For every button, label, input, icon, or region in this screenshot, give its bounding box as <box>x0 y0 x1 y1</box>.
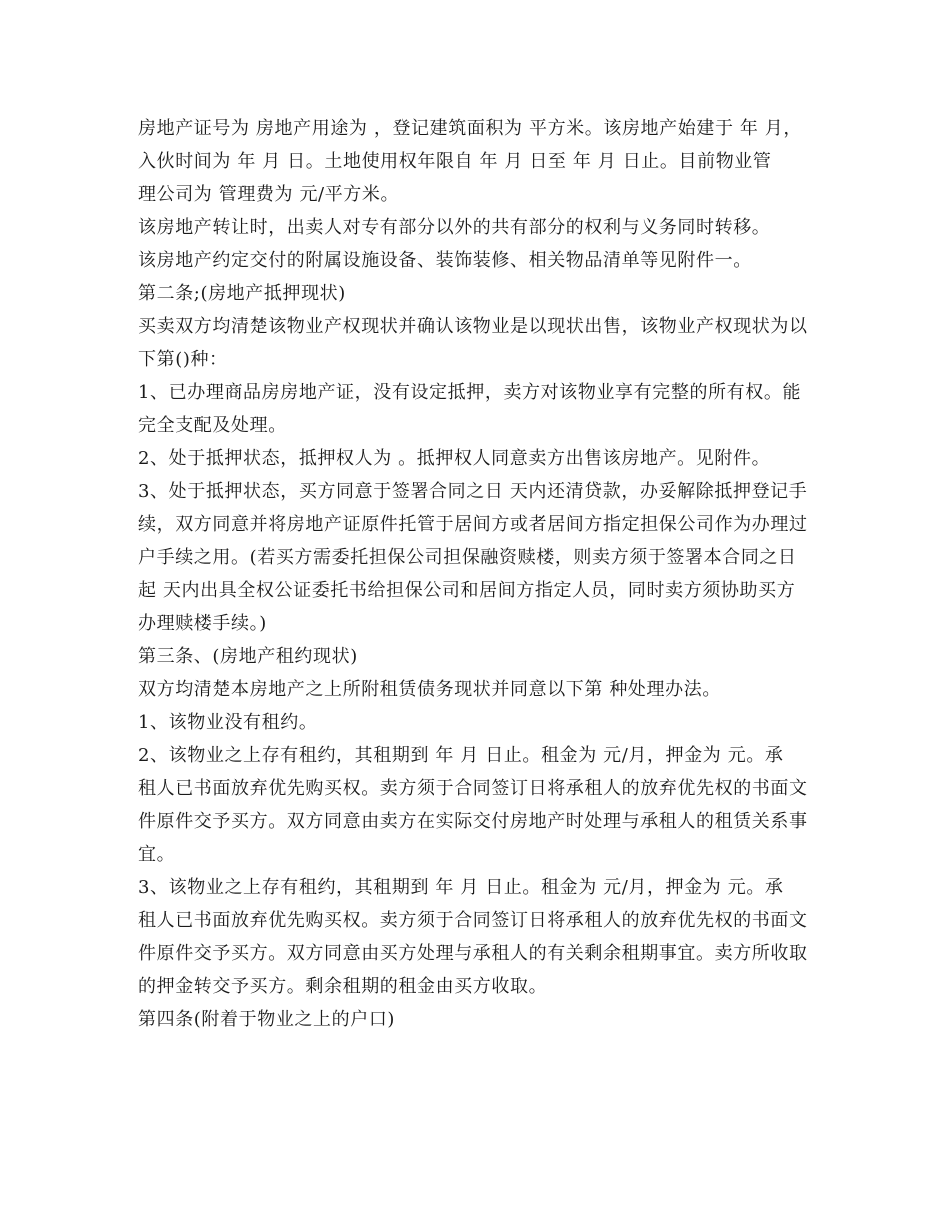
text-line: 办理赎楼手续。) <box>138 613 267 634</box>
text-line: 的押金转交予买方。剩余租期的租金由买方收取。 <box>138 976 548 997</box>
text-line: 2、该物业之上存有租约，其租期到 年 月 日止。租金为 元/月，押金为 元。承 <box>138 745 784 766</box>
text-line: 房地产证号为 房地产用途为 ，登记建筑面积为 平方米。该房地产始建于 年 月， <box>138 118 803 139</box>
text-line: 起 天内出具全权公证委托书给担保公司和居间方指定人员，同时卖方须协助买方 <box>138 580 796 601</box>
text-line: 理公司为 管理费为 元/平方米。 <box>138 184 400 205</box>
text-line: 双方均清楚本房地产之上所附租赁债务现状并同意以下第 种处理办法。 <box>138 679 721 700</box>
text-line: 件原件交予买方。双方同意由卖方在实际交付房地产时处理与承租人的租赁关系事 <box>138 811 808 832</box>
text-line: 租人已书面放弃优先购买权。卖方须于合同签订日将承租人的放弃优先权的书面文 <box>138 778 808 799</box>
text-line: 该房地产转让时，出卖人对专有部分以外的共有部分的权利与义务同时转移。 <box>138 217 771 238</box>
text-line: 1、已办理商品房房地产证，没有设定抵押，卖方对该物业享有完整的所有权。能 <box>138 382 802 403</box>
section-heading: 第四条(附着于物业之上的户口) <box>138 1009 396 1030</box>
text-line: 户手续之用。(若买方需委托担保公司担保融资赎楼，则卖方须于签署本合同之日 <box>138 547 797 568</box>
text-line: 3、处于抵押状态，买方同意于签署合同之日 天内还清贷款，办妥解除抵押登记手 <box>138 481 808 502</box>
text-line: 租人已书面放弃优先购买权。卖方须于合同签订日将承租人的放弃优先权的书面文 <box>138 910 808 931</box>
text-line: 该房地产约定交付的附属设施设备、装饰装修、相关物品清单等见附件一。 <box>138 250 752 271</box>
text-line: 2、处于抵押状态，抵押权人为 。抵押权人同意卖方出售该房地产。见附件。 <box>138 448 771 469</box>
text-line: 3、该物业之上存有租约，其租期到 年 月 日止。租金为 元/月，押金为 元。承 <box>138 877 784 898</box>
text-line: 完全支配及处理。 <box>138 415 287 436</box>
section-heading: 第三条、(房地产租约现状) <box>138 646 358 667</box>
document-body <box>138 112 818 1036</box>
text-line: 入伙时间为 年 月 日。土地使用权年限自 年 月 日至 年 月 日止。目前物业管 <box>138 151 772 172</box>
text-line: 宜。 <box>138 844 176 865</box>
section-heading: 第二条;(房地产抵押现状) <box>138 283 346 304</box>
text-line: 1、该物业没有租约。 <box>138 712 318 733</box>
text-line: 下第()种： <box>138 349 228 370</box>
text-line: 续，双方同意并将房地产证原件托管于居间方或者居间方指定担保公司作为办理过 <box>138 514 808 535</box>
text-line: 买卖双方均清楚该物业产权现状并确认该物业是以现状出售，该物业产权现状为以 <box>138 316 808 337</box>
text-line: 件原件交予买方。双方同意由买方处理与承租人的有关剩余租期事宜。卖方所收取 <box>138 943 808 964</box>
